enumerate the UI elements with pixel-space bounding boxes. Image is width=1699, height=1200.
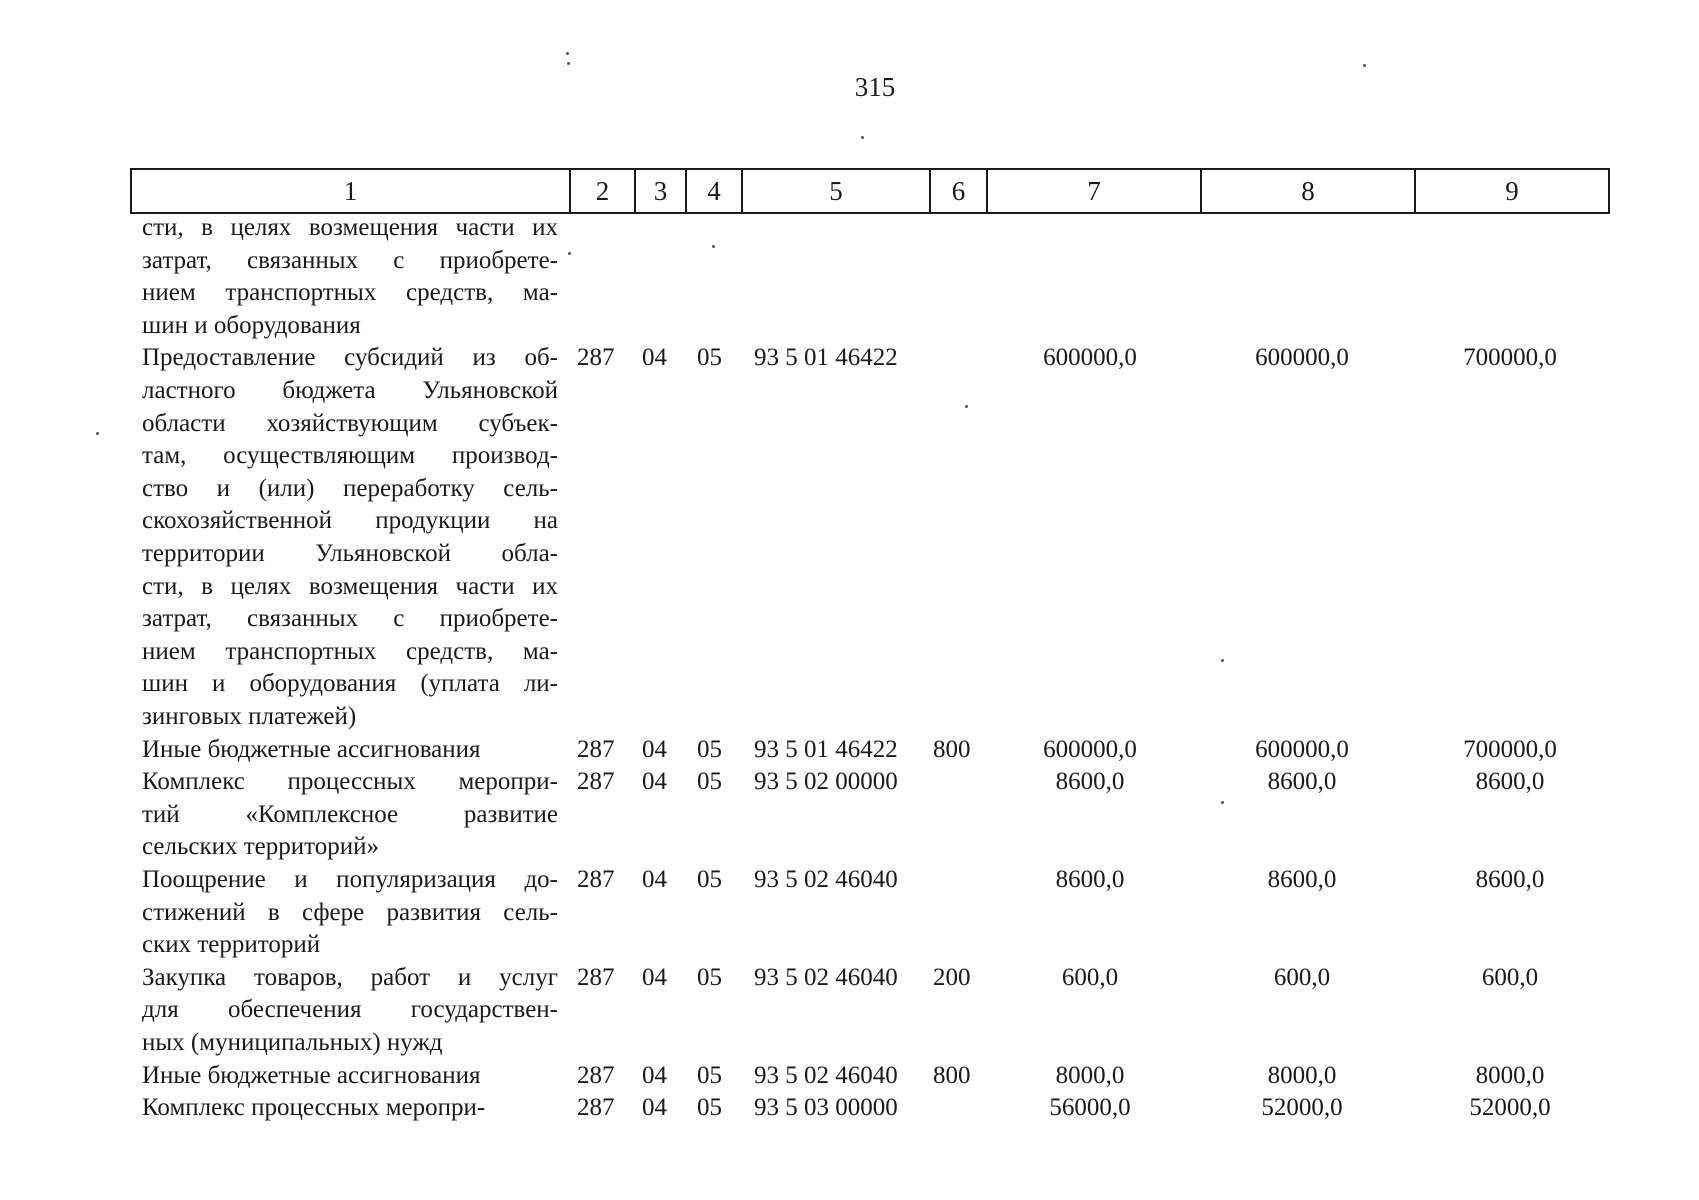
- table-row: [0, 766, 1699, 864]
- table-row: [0, 962, 1699, 1060]
- description-line: для обеспечения государствен-: [142, 996, 558, 1024]
- description-line: нием транспортных средств, ма-: [142, 637, 558, 665]
- row-amount-col9: 8600,0: [1475, 768, 1545, 796]
- description-line: сельских территорий»: [142, 833, 379, 861]
- row-description: [142, 734, 558, 767]
- scan-speck: [1221, 801, 1224, 804]
- description-line: тий «Комплексное развитие: [142, 800, 558, 828]
- row-amount-col7: 600000,0: [1043, 344, 1137, 372]
- description-line: ластного бюджета Ульяновской: [142, 376, 558, 404]
- row-subsection-code: 05: [697, 1094, 722, 1122]
- header-col-4: 4: [686, 169, 742, 213]
- row-description: [142, 864, 558, 962]
- description-line: Иные бюджетные ассигнования: [142, 735, 481, 763]
- scan-speck: [568, 252, 571, 255]
- row-target-article: 93 5 01 46422: [754, 344, 898, 372]
- row-ministry-code: 287: [577, 344, 615, 372]
- row-amount-col9: 600,0: [1481, 963, 1539, 991]
- description-line: ных (муниципальных) нужд: [142, 1028, 443, 1056]
- row-amount-col8: 8600,0: [1267, 768, 1337, 796]
- row-section-code: 04: [642, 344, 667, 372]
- row-amount-col9: 700000,0: [1463, 344, 1557, 372]
- description-line: шин и оборудования (уплата ли-: [142, 670, 558, 698]
- table-row: [0, 1092, 1699, 1125]
- description-line: Комплекс процессных меропри-: [142, 1094, 486, 1122]
- row-target-article: 93 5 02 00000: [754, 768, 898, 796]
- description-line: зинговых платежей): [142, 702, 357, 730]
- row-subsection-code: 05: [697, 963, 722, 991]
- page-number: 315: [854, 72, 896, 102]
- description-line: ских территорий: [142, 931, 321, 959]
- row-ministry-code: 287: [577, 735, 615, 763]
- description-line: Иные бюджетные ассигнования: [142, 1061, 481, 1089]
- row-amount-col7: 8600,0: [1055, 768, 1125, 796]
- scan-speck: [566, 52, 569, 55]
- row-description: [142, 962, 558, 1060]
- description-line: там, осуществляющим производ-: [142, 442, 558, 470]
- row-ministry-code: 287: [577, 768, 615, 796]
- row-ministry-code: 287: [577, 1094, 615, 1122]
- description-line: скохозяйственной продукции на: [142, 507, 558, 535]
- row-section-code: 04: [642, 768, 667, 796]
- row-amount-col8: 8000,0: [1267, 1061, 1337, 1089]
- description-line: затрат, связанных с приобрете-: [142, 605, 558, 633]
- row-target-article: 93 5 02 46040: [754, 963, 898, 991]
- row-target-article: 93 5 01 46422: [754, 735, 898, 763]
- row-amount-col7: 600000,0: [1043, 735, 1137, 763]
- row-amount-col8: 600,0: [1273, 963, 1331, 991]
- scan-speck: [1363, 64, 1366, 67]
- row-expense-type: 800: [933, 735, 971, 763]
- scan-speck: [96, 432, 99, 435]
- description-line: затрат, связанных с приобрете-: [142, 246, 558, 274]
- table-row: [0, 342, 1699, 733]
- header-col-7: 7: [987, 169, 1201, 213]
- row-description: [142, 1060, 558, 1093]
- scan-speck: [712, 245, 715, 248]
- scan-speck: [861, 136, 864, 139]
- row-expense-type: 800: [933, 1061, 971, 1089]
- header-col-6: 6: [930, 169, 987, 213]
- description-line: области хозяйствующим субъек-: [142, 409, 558, 437]
- row-expense-type: 200: [933, 963, 971, 991]
- row-subsection-code: 05: [697, 1061, 722, 1089]
- scan-speck: [567, 62, 570, 65]
- row-subsection-code: 05: [697, 735, 722, 763]
- table-row: [0, 864, 1699, 962]
- header-col-9: 9: [1415, 169, 1609, 213]
- row-amount-col8: 52000,0: [1261, 1094, 1343, 1122]
- row-subsection-code: 05: [697, 866, 722, 893]
- header-col-8: 8: [1201, 169, 1415, 213]
- row-section-code: 04: [642, 963, 667, 991]
- header-col-2: 2: [570, 169, 635, 213]
- row-target-article: 93 5 03 00000: [754, 1094, 898, 1122]
- description-line: территории Ульяновской обла-: [142, 539, 558, 567]
- row-amount-col7: 8000,0: [1055, 1061, 1125, 1089]
- row-amount-col9: 8000,0: [1475, 1061, 1545, 1089]
- table-row: [0, 734, 1699, 767]
- description-line: стижений в сфере развития сель-: [142, 898, 558, 926]
- header-col-1: 1: [131, 169, 570, 213]
- description-line: Поощрение и популяризация до-: [142, 866, 558, 893]
- row-target-article: 93 5 02 46040: [754, 866, 898, 893]
- row-description: [142, 212, 558, 342]
- row-amount-col7: 600,0: [1061, 963, 1119, 991]
- description-line: нием транспортных средств, ма-: [142, 279, 558, 307]
- table-row: [0, 1060, 1699, 1093]
- row-description: [142, 342, 558, 733]
- row-amount-col7: 8600,0: [1055, 866, 1125, 893]
- scan-speck: [965, 405, 968, 408]
- description-line: сти, в целях возмещения части их: [142, 214, 558, 241]
- row-ministry-code: 287: [577, 866, 615, 893]
- description-line: Предоставление субсидий из об-: [142, 344, 558, 372]
- row-amount-col9: 8600,0: [1475, 866, 1545, 893]
- row-ministry-code: 287: [577, 1061, 615, 1089]
- row-description: [142, 1092, 558, 1125]
- description-line: Закупка товаров, работ и услуг: [142, 963, 558, 991]
- header-col-3: 3: [635, 169, 686, 213]
- row-subsection-code: 05: [697, 344, 722, 372]
- row-section-code: 04: [642, 866, 667, 893]
- row-ministry-code: 287: [577, 963, 615, 991]
- table-header: [130, 168, 1610, 214]
- scan-speck: [1221, 659, 1224, 662]
- row-section-code: 04: [642, 735, 667, 763]
- row-amount-col9: 700000,0: [1463, 735, 1557, 763]
- row-section-code: 04: [642, 1094, 667, 1122]
- row-amount-col9: 52000,0: [1469, 1094, 1551, 1122]
- row-section-code: 04: [642, 1061, 667, 1089]
- header-col-5: 5: [742, 169, 930, 213]
- row-target-article: 93 5 02 46040: [754, 1061, 898, 1089]
- row-description: [142, 766, 558, 864]
- description-line: шин и оборудования: [142, 311, 361, 339]
- description-line: Комплекс процессных меропри-: [142, 768, 558, 796]
- row-amount-col8: 600000,0: [1255, 344, 1349, 372]
- description-line: сти, в целях возмещения части их: [142, 572, 558, 600]
- row-subsection-code: 05: [697, 768, 722, 796]
- row-amount-col7: 56000,0: [1049, 1094, 1131, 1122]
- row-amount-col8: 8600,0: [1267, 866, 1337, 893]
- description-line: ство и (или) переработку сель-: [142, 474, 558, 502]
- row-amount-col8: 600000,0: [1255, 735, 1349, 763]
- table-row: [0, 212, 1699, 342]
